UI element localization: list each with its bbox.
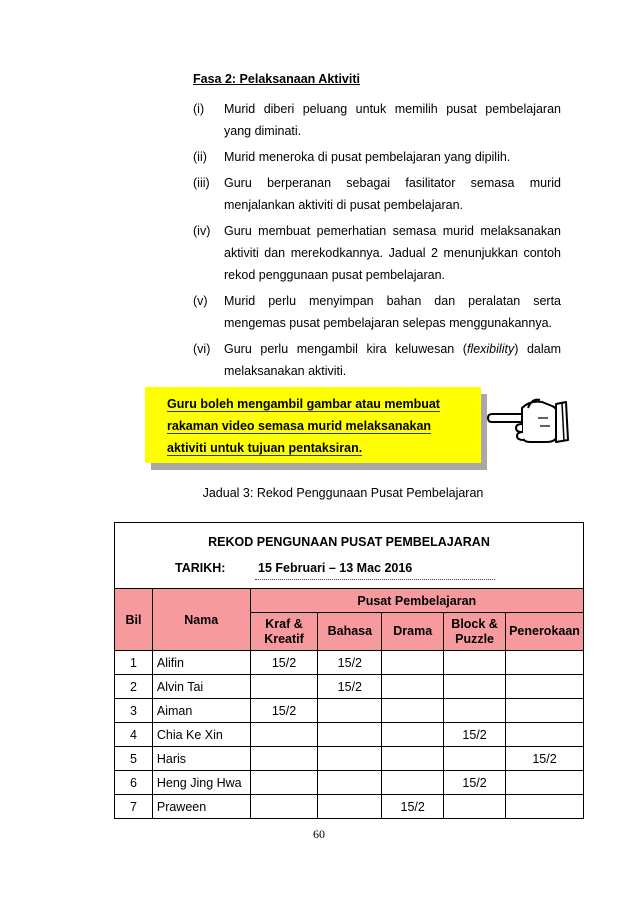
step-item xyxy=(193,338,561,382)
pointing-hand-icon xyxy=(486,378,570,462)
cell-bil: 2 xyxy=(115,675,153,699)
table-row xyxy=(115,771,584,795)
cell-date xyxy=(506,723,584,747)
table-row xyxy=(115,699,584,723)
cell-date: 15/2 xyxy=(506,747,584,771)
table-row xyxy=(115,675,584,699)
step-text: Murid perlu menyimpan bahan dan peralatan serta mengemas pusat pembelajaran selepas menggunakannya. xyxy=(224,294,561,330)
table-caption xyxy=(0,486,638,500)
cell-date xyxy=(318,723,382,747)
table-caption-text: Jadual 3: Rekod Penggunaan Pusat Pembelajaran xyxy=(202,486,484,500)
cell-date: 15/2 xyxy=(318,675,382,699)
col-header-group: Pusat Pembelajaran xyxy=(250,589,583,613)
cell-bil: 4 xyxy=(115,723,153,747)
cell-bil: 6 xyxy=(115,771,153,795)
cell-date xyxy=(444,675,506,699)
cell-date xyxy=(444,795,506,819)
callout-line-text: rakaman video semasa murid melaksanakan xyxy=(167,419,432,433)
cell-date xyxy=(318,699,382,723)
cell-nama: Alifin xyxy=(152,651,250,675)
step-text: Murid diberi peluang untuk memilih pusat pembelajaran yang diminati. xyxy=(224,102,561,138)
cell-date: 15/2 xyxy=(318,651,382,675)
table-row xyxy=(115,795,584,819)
cell-date xyxy=(506,675,584,699)
cell-date xyxy=(506,651,584,675)
cell-bil: 5 xyxy=(115,747,153,771)
callout-line xyxy=(167,415,481,437)
cell-date xyxy=(382,675,444,699)
step-item xyxy=(193,146,561,168)
col-header-centre: Block & Puzzle xyxy=(444,613,506,651)
record-header-box xyxy=(114,522,584,588)
callout-line xyxy=(167,393,481,415)
cell-date xyxy=(250,771,318,795)
step-item xyxy=(193,220,561,286)
table-row xyxy=(115,723,584,747)
cell-nama: Chia Ke Xin xyxy=(152,723,250,747)
table-row xyxy=(115,747,584,771)
cell-date xyxy=(506,771,584,795)
step-text xyxy=(224,338,561,382)
cell-nama: Heng Jing Hwa xyxy=(152,771,250,795)
cell-date xyxy=(318,747,382,771)
col-header-centre: Kraf & Kreatif xyxy=(250,613,318,651)
callout-line-text: Guru boleh mengambil gambar atau membuat xyxy=(167,397,440,411)
cell-date xyxy=(444,747,506,771)
cell-date xyxy=(250,795,318,819)
callout-line-text: aktiviti untuk tujuan pentaksiran. xyxy=(167,441,363,455)
cell-date: 15/2 xyxy=(444,771,506,795)
cell-date xyxy=(444,651,506,675)
cell-nama: Aiman xyxy=(152,699,250,723)
step-number: (vi) xyxy=(193,342,211,356)
step-number: (ii) xyxy=(193,150,207,164)
steps-list xyxy=(193,98,561,386)
record-title: REKOD PENGUNAAN PUSAT PEMBELAJARAN xyxy=(208,535,490,549)
cell-date xyxy=(318,795,382,819)
cell-bil: 7 xyxy=(115,795,153,819)
step-number: (iv) xyxy=(193,224,211,238)
step-number: (i) xyxy=(193,102,205,116)
step-number: (iii) xyxy=(193,176,210,190)
callout-line xyxy=(167,437,481,459)
col-header-bil: Bil xyxy=(115,589,153,651)
page-number: 60 xyxy=(313,827,325,841)
cell-date xyxy=(382,699,444,723)
step-item xyxy=(193,172,561,216)
usage-record-table xyxy=(114,588,584,819)
cell-date: 15/2 xyxy=(250,651,318,675)
cell-nama: Alvin Tai xyxy=(152,675,250,699)
cell-date xyxy=(506,795,584,819)
step-text: Guru membuat pemerhatian semasa murid melaksanakan aktiviti dan merekodkannya. Jadual 2 menunjukkan contoh rekod penggunaan pusat pembelajaran. xyxy=(224,224,561,282)
cell-date xyxy=(250,723,318,747)
step-item xyxy=(193,98,561,142)
col-header-nama: Nama xyxy=(152,589,250,651)
cell-date xyxy=(382,723,444,747)
cell-date xyxy=(444,699,506,723)
cell-date xyxy=(382,771,444,795)
cell-bil: 3 xyxy=(115,699,153,723)
cell-date: 15/2 xyxy=(250,699,318,723)
date-dotted-rule xyxy=(255,579,495,580)
cell-date xyxy=(250,675,318,699)
cell-nama: Praween xyxy=(152,795,250,819)
date-value: 15 Februari – 13 Mac 2016 xyxy=(258,561,413,575)
cell-date xyxy=(250,747,318,771)
step-text-part: ) dalam melaksanakan aktiviti. xyxy=(224,342,561,378)
cell-nama: Haris xyxy=(152,747,250,771)
col-header-centre: Penerokaan xyxy=(506,613,584,651)
cell-date xyxy=(506,699,584,723)
step-item xyxy=(193,290,561,334)
assessment-callout xyxy=(145,387,481,463)
cell-date: 15/2 xyxy=(382,795,444,819)
cell-date xyxy=(382,651,444,675)
cell-bil: 1 xyxy=(115,651,153,675)
step-number: (v) xyxy=(193,294,208,308)
table-header-row xyxy=(115,589,584,613)
step-text: Murid meneroka di pusat pembelajaran yang dipilih. xyxy=(224,150,511,164)
table-row xyxy=(115,651,584,675)
section-heading: Fasa 2: Pelaksanaan Aktiviti xyxy=(193,72,360,86)
cell-date xyxy=(318,771,382,795)
cell-date: 15/2 xyxy=(444,723,506,747)
step-text-part: Guru perlu mengambil kira keluwesan ( xyxy=(224,342,467,356)
step-text-italic: flexibility xyxy=(466,342,515,356)
date-label: TARIKH: xyxy=(175,561,226,575)
col-header-centre: Bahasa xyxy=(318,613,382,651)
col-header-centre: Drama xyxy=(382,613,444,651)
step-text: Guru berperanan sebagai fasilitator semasa murid menjalankan aktiviti di pusat pembelajaran. xyxy=(224,176,561,212)
cell-date xyxy=(382,747,444,771)
